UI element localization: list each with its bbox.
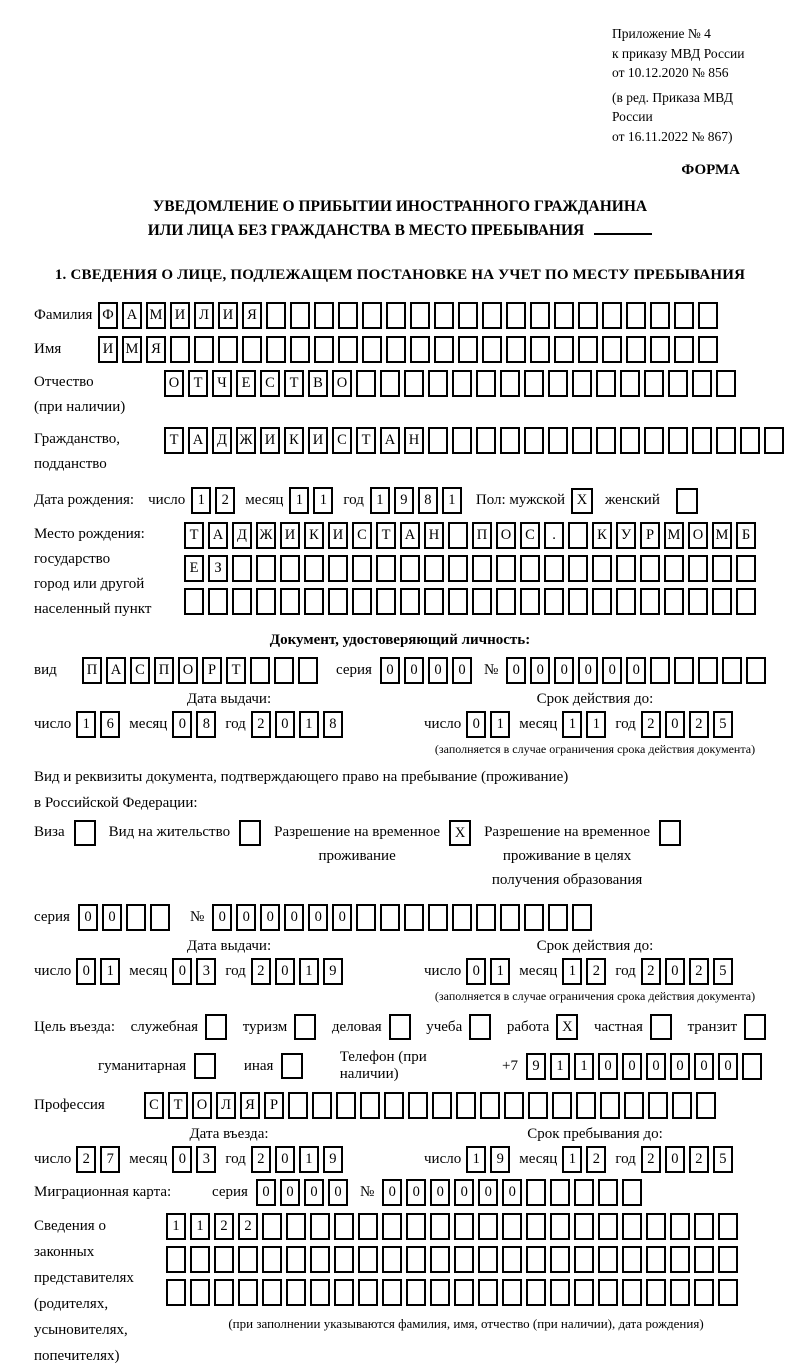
permit-valid-year-cells[interactable]: 2 0 2 5 bbox=[641, 958, 737, 985]
purpose-business: служебная bbox=[131, 1014, 228, 1040]
sex-female-label: женский bbox=[605, 492, 660, 509]
permit-valid-col bbox=[424, 938, 766, 1004]
purpose-humanitarian-label: гуманитарная bbox=[98, 1057, 187, 1074]
purpose-row bbox=[34, 1014, 766, 1040]
day-label: число bbox=[424, 963, 462, 980]
birth-place-cells-2[interactable]: Е З bbox=[184, 555, 760, 582]
issue-date-heading: Дата выдачи: bbox=[186, 691, 272, 708]
stay-day-cells[interactable]: 1 9 bbox=[466, 1146, 514, 1173]
right-doc-line2: в Российской Федерации: bbox=[34, 794, 198, 811]
day-label: число bbox=[424, 1151, 462, 1168]
birth-date-row bbox=[34, 487, 766, 514]
legal-reps-row3 bbox=[166, 1279, 766, 1306]
birth-date-label: Дата рождения: bbox=[34, 492, 135, 509]
title-blank-line bbox=[594, 233, 652, 235]
valid-until-heading: Срок действия до: bbox=[536, 691, 654, 708]
stay-month-cells[interactable]: 1 2 bbox=[562, 1146, 610, 1173]
purpose-study-checkbox[interactable] bbox=[469, 1014, 491, 1040]
entry-date-col bbox=[34, 1126, 424, 1173]
form-title-line1: УВЕДОМЛЕНИЕ О ПРИБЫТИИ ИНОСТРАННОГО ГРАЖДАНИНА bbox=[152, 198, 648, 216]
mig-series-label: серия bbox=[212, 1184, 248, 1201]
temp-permit-edu-item bbox=[484, 820, 681, 892]
birth-month-cells[interactable]: 1 1 bbox=[289, 487, 337, 514]
given-name-label: Имя bbox=[34, 341, 62, 358]
visa-label: Виза bbox=[34, 824, 65, 841]
residence-permit-item bbox=[109, 820, 261, 846]
permit-issue-col bbox=[34, 938, 424, 1004]
surname-label: Фамилия bbox=[34, 307, 93, 324]
stay-year-cells[interactable]: 2 0 2 5 bbox=[641, 1146, 737, 1173]
doc-number-cells[interactable]: 0 0 0 0 0 0 bbox=[506, 657, 770, 684]
purpose-transit: транзит bbox=[688, 1014, 766, 1040]
purpose-humanitarian-checkbox[interactable] bbox=[194, 1053, 216, 1079]
permit-issue-fields bbox=[34, 958, 424, 985]
appendix-line: от 10.12.2020 № 856 bbox=[612, 65, 729, 81]
temp-permit-label: Разрешение на временное проживание bbox=[274, 824, 441, 865]
mig-number-cells[interactable]: 0 0 0 0 0 0 bbox=[382, 1179, 646, 1206]
residence-permit-label: Вид на жительство bbox=[108, 824, 231, 841]
surname-row bbox=[34, 302, 766, 329]
id-valid-day-cells[interactable]: 0 1 bbox=[466, 711, 514, 738]
visa-item bbox=[34, 820, 96, 846]
legal-reps-cells-1[interactable]: 1 1 2 2 bbox=[166, 1213, 742, 1240]
legal-reps-row1 bbox=[166, 1213, 766, 1240]
purpose-tourism-checkbox[interactable] bbox=[294, 1014, 316, 1040]
issue-date-heading: Дата выдачи: bbox=[186, 938, 272, 955]
id-doc-row bbox=[34, 657, 766, 684]
appendix-line: к приказу МВД России bbox=[612, 45, 745, 61]
appendix-line: Приложение № 4 bbox=[612, 26, 711, 41]
permit-series-cells[interactable]: 0 0 bbox=[78, 904, 174, 931]
visa-checkbox[interactable] bbox=[74, 820, 96, 846]
mig-number-label: № bbox=[359, 1184, 375, 1201]
citizenship-cells[interactable]: Т А Д Ж И К И С Т А Н bbox=[164, 427, 788, 454]
entry-date-heading: Дата въезда: bbox=[189, 1126, 269, 1143]
edition-line: от 16.11.2022 № 867) bbox=[612, 128, 733, 144]
phone-label: Телефон (при наличии) bbox=[339, 1049, 427, 1083]
section1-heading: 1. СВЕДЕНИЯ О ЛИЦЕ, ПОДЛЕЖАЩЕМ ПОСТАНОВКЕ НА УЧЕТ ПО МЕСТУ ПРЕБЫВАНИЯ bbox=[54, 267, 746, 284]
month-label: месяц bbox=[519, 1151, 558, 1168]
year-label: год bbox=[615, 963, 636, 980]
birth-place-cells-1[interactable]: Т А Д Ж И К И С Т А Н П О С . К У Р М О М Б bbox=[184, 522, 760, 549]
id-doc-dates bbox=[34, 691, 766, 757]
year-label: год bbox=[615, 716, 636, 733]
birth-year-cells[interactable]: 1 9 8 1 bbox=[370, 487, 466, 514]
month-label: месяц bbox=[129, 1151, 168, 1168]
purpose-label: Цель въезда: bbox=[34, 1018, 115, 1035]
mig-series-cells[interactable]: 0 0 0 0 bbox=[256, 1179, 352, 1206]
residence-permit-checkbox[interactable] bbox=[239, 820, 261, 846]
birth-place-cells-3[interactable] bbox=[184, 588, 760, 615]
id-issue-col bbox=[34, 691, 424, 757]
permit-issue-month-cells[interactable]: 0 3 bbox=[172, 958, 220, 985]
month-label: месяц bbox=[245, 492, 284, 509]
purpose-row-2 bbox=[98, 1049, 766, 1083]
temp-permit-edu-checkbox[interactable] bbox=[659, 820, 681, 846]
year-label: год bbox=[225, 716, 246, 733]
birth-day-cells[interactable]: 1 2 bbox=[191, 487, 239, 514]
purpose-study: учеба bbox=[426, 1014, 491, 1040]
appendix-block bbox=[612, 24, 766, 146]
legal-reps-row2 bbox=[166, 1246, 766, 1273]
id-issue-day-cells[interactable]: 1 6 bbox=[76, 711, 124, 738]
right-doc-paragraph bbox=[34, 765, 766, 816]
form-title-line2: ИЛИ ЛИЦА БЕЗ ГРАЖДАНСТВА В МЕСТО ПРЕБЫВАНИЯ bbox=[34, 219, 766, 243]
legal-reps-cells-3[interactable] bbox=[166, 1279, 742, 1306]
temp-permit-edu-label: Разрешение на временное проживание в целях получения образования bbox=[484, 824, 651, 889]
permit-valid-fields bbox=[424, 958, 766, 985]
permit-series-label: серия bbox=[34, 909, 70, 926]
doc-series-cells[interactable]: 0 0 0 0 bbox=[380, 657, 476, 684]
permit-number-cells[interactable]: 0 0 0 0 0 0 bbox=[212, 904, 596, 931]
id-valid-month-cells[interactable]: 1 1 bbox=[562, 711, 610, 738]
forma-label: ФОРМА bbox=[681, 162, 740, 179]
day-label: число bbox=[34, 1151, 72, 1168]
sex-male-label: Пол: мужской bbox=[475, 492, 566, 509]
purpose-private-checkbox[interactable] bbox=[650, 1014, 672, 1040]
restriction-note: (заполняется в случае ограничения срока действия документа) bbox=[434, 989, 756, 1004]
birth-place-row3 bbox=[184, 588, 760, 615]
sex-female-checkbox[interactable] bbox=[676, 488, 698, 514]
id-valid-year-cells[interactable]: 2 0 2 5 bbox=[641, 711, 737, 738]
legal-reps-cells-2[interactable] bbox=[166, 1246, 742, 1273]
birth-place-cells-block bbox=[184, 522, 760, 621]
phone-prefix: +7 bbox=[502, 1057, 519, 1074]
doc-kind-cells[interactable]: П А С П О Р Т bbox=[82, 657, 322, 684]
purpose-tourism: туризм bbox=[243, 1014, 317, 1040]
day-label: число bbox=[424, 716, 462, 733]
purpose-work-checkbox[interactable]: X bbox=[556, 1014, 578, 1040]
purpose-other-checkbox[interactable] bbox=[281, 1053, 303, 1079]
permit-number-label: № bbox=[189, 909, 205, 926]
stay-until-fields bbox=[424, 1146, 766, 1173]
day-label: число bbox=[34, 963, 72, 980]
entry-day-cells[interactable]: 2 7 bbox=[76, 1146, 124, 1173]
temp-permit-item bbox=[274, 820, 471, 868]
day-label: число bbox=[34, 716, 72, 733]
permit-valid-month-cells[interactable]: 1 2 bbox=[562, 958, 610, 985]
stay-until-heading: Срок пребывания до: bbox=[527, 1126, 663, 1143]
entry-date-fields bbox=[34, 1146, 424, 1173]
temp-permit-checkbox[interactable]: X bbox=[449, 820, 471, 846]
id-valid-fields bbox=[424, 711, 766, 738]
migration-card-label: Миграционная карта: bbox=[34, 1184, 172, 1201]
doc-number-label: № bbox=[483, 662, 499, 679]
patronymic-row bbox=[34, 370, 766, 420]
given-name-row bbox=[34, 336, 766, 363]
purpose-private: частная bbox=[594, 1014, 672, 1040]
permit-valid-day-cells[interactable]: 0 1 bbox=[466, 958, 514, 985]
form-title bbox=[34, 195, 766, 243]
month-label: месяц bbox=[519, 716, 558, 733]
profession-label: Профессия bbox=[34, 1097, 105, 1114]
purpose-commercial-checkbox[interactable] bbox=[389, 1014, 411, 1040]
citizenship-row bbox=[34, 427, 766, 477]
birth-place-row bbox=[34, 522, 766, 622]
purpose-transit-checkbox[interactable] bbox=[744, 1014, 766, 1040]
sex-male-checkbox[interactable]: X bbox=[571, 488, 593, 514]
entry-year-cells[interactable]: 2 0 1 9 bbox=[251, 1146, 347, 1173]
id-issue-fields bbox=[34, 711, 424, 738]
phone-cells[interactable]: 9 1 1 0 0 0 0 0 0 bbox=[526, 1053, 766, 1080]
right-doc-line1: Вид и реквизиты документа, подтверждающего право на пребывание (проживание) bbox=[34, 769, 569, 786]
patronymic-label: Отчество (при наличии) bbox=[34, 374, 126, 416]
id-doc-header: Документ, удостоверяющий личность: bbox=[269, 632, 531, 649]
surname-cells[interactable]: Ф А М И Л И Я bbox=[98, 302, 722, 329]
day-label: число bbox=[148, 492, 186, 509]
birth-place-label: Место рождения: государство город или другой населенный пункт bbox=[34, 526, 152, 618]
entry-dates bbox=[34, 1126, 766, 1173]
legal-reps-block bbox=[34, 1213, 766, 1369]
legal-reps-label: Сведения о законных представителях (родителях, усыновителях, попечителях) bbox=[34, 1218, 134, 1365]
given-name-cells[interactable]: И М Я bbox=[98, 336, 722, 363]
id-issue-month-cells[interactable]: 0 8 bbox=[172, 711, 220, 738]
legal-reps-cells-block bbox=[166, 1213, 766, 1369]
citizenship-label: Гражданство, подданство bbox=[34, 431, 121, 473]
restriction-note: (заполняется в случае ограничения срока действия документа) bbox=[434, 742, 756, 757]
birth-place-row1 bbox=[184, 522, 760, 549]
profession-cells[interactable]: С Т О Л Я Р bbox=[144, 1092, 720, 1119]
year-label: год bbox=[225, 1151, 246, 1168]
doc-series-label: серия bbox=[336, 662, 372, 679]
year-label: год bbox=[225, 963, 246, 980]
legal-reps-note: (при заполнении указываются фамилия, имя, отчество (при наличии), дата рождения) bbox=[228, 1316, 704, 1332]
id-valid-col bbox=[424, 691, 766, 757]
month-label: месяц bbox=[129, 963, 168, 980]
doc-kind-label: вид bbox=[34, 662, 57, 679]
year-label: год bbox=[343, 492, 364, 509]
purpose-other-label: иная bbox=[243, 1057, 274, 1074]
month-label: месяц bbox=[129, 716, 168, 733]
birth-place-row2 bbox=[184, 555, 760, 582]
permit-dates bbox=[34, 938, 766, 1004]
permit-issue-day-cells[interactable]: 0 1 bbox=[76, 958, 124, 985]
purpose-business-checkbox[interactable] bbox=[205, 1014, 227, 1040]
migration-card-row bbox=[34, 1179, 766, 1206]
stay-until-col bbox=[424, 1126, 766, 1173]
edition-line: (в ред. Приказа МВД России bbox=[612, 89, 733, 125]
permit-type-row bbox=[34, 820, 766, 892]
year-label: год bbox=[615, 1151, 636, 1168]
purpose-work: работа X bbox=[507, 1014, 579, 1040]
permit-series-row bbox=[34, 904, 766, 931]
valid-until-heading: Срок действия до: bbox=[536, 938, 654, 955]
profession-row bbox=[34, 1092, 766, 1119]
patronymic-cells[interactable]: О Т Ч Е С Т В О bbox=[164, 370, 740, 397]
permit-issue-year-cells[interactable]: 2 0 1 9 bbox=[251, 958, 347, 985]
id-issue-year-cells[interactable]: 2 0 1 8 bbox=[251, 711, 347, 738]
form-body bbox=[34, 302, 766, 1369]
month-label: месяц bbox=[519, 963, 558, 980]
purpose-commercial: деловая bbox=[332, 1014, 411, 1040]
entry-month-cells[interactable]: 0 3 bbox=[172, 1146, 220, 1173]
